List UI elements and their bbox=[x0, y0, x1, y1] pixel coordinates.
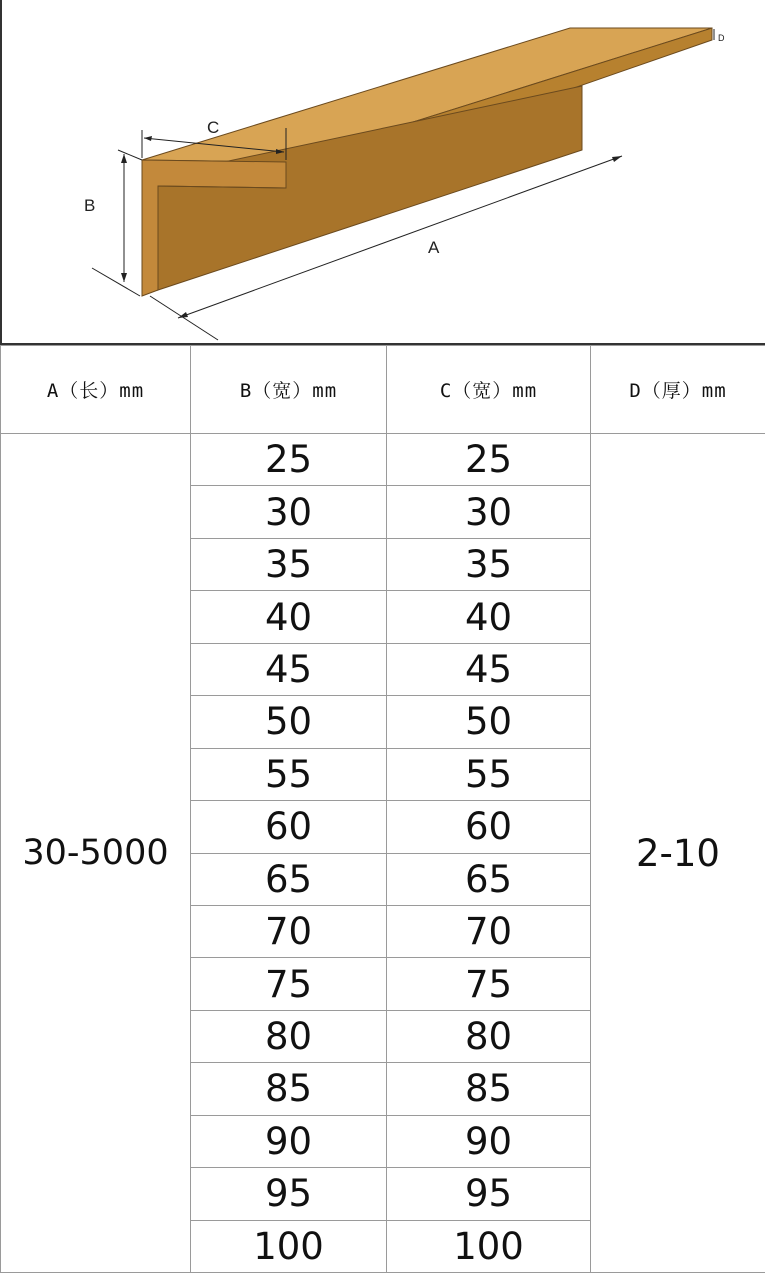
frame-left-border bbox=[0, 0, 2, 345]
dim-c-arrow-left bbox=[144, 136, 152, 141]
dim-b-arrow-bottom bbox=[121, 273, 127, 282]
width-c-cell: 70 bbox=[387, 905, 591, 957]
width-b-cell: 45 bbox=[191, 643, 387, 695]
width-c-cell: 30 bbox=[387, 486, 591, 538]
width-b-cell: 50 bbox=[191, 696, 387, 748]
width-b-cell: 65 bbox=[191, 853, 387, 905]
thickness-range-cell: 2-10 bbox=[591, 434, 765, 1273]
dim-a-arrow-right bbox=[612, 156, 622, 162]
width-c-cell: 25 bbox=[387, 434, 591, 486]
width-b-cell: 85 bbox=[191, 1063, 387, 1115]
width-c-cell: 95 bbox=[387, 1168, 591, 1220]
length-range-cell: 30-5000 bbox=[1, 434, 191, 1273]
width-b-cell: 75 bbox=[191, 958, 387, 1010]
width-c-cell: 40 bbox=[387, 591, 591, 643]
width-b-cell: 55 bbox=[191, 748, 387, 800]
header-width-c: C（宽）mm bbox=[387, 346, 591, 434]
width-b-cell: 35 bbox=[191, 538, 387, 590]
dim-c-label: C bbox=[207, 118, 220, 137]
dim-a-label: A bbox=[428, 238, 440, 257]
header-length: A（长）mm bbox=[1, 346, 191, 434]
dim-a-ext bbox=[150, 296, 218, 340]
width-b-cell: 80 bbox=[191, 1010, 387, 1062]
header-thickness: D（厚）mm bbox=[591, 346, 765, 434]
width-c-cell: 45 bbox=[387, 643, 591, 695]
width-b-cell: 70 bbox=[191, 905, 387, 957]
width-b-cell: 25 bbox=[191, 434, 387, 486]
dim-b-ext-bottom bbox=[92, 268, 140, 296]
width-c-cell: 35 bbox=[387, 538, 591, 590]
spec-header-row bbox=[1, 346, 765, 434]
spec-body bbox=[1, 434, 765, 1273]
dim-b-ext-top bbox=[118, 150, 142, 160]
width-b-cell: 90 bbox=[191, 1115, 387, 1167]
width-b-cell: 40 bbox=[191, 591, 387, 643]
dim-b-label: B bbox=[84, 196, 96, 215]
width-b-cell: 60 bbox=[191, 801, 387, 853]
width-c-cell: 85 bbox=[387, 1063, 591, 1115]
width-b-cell: 100 bbox=[191, 1220, 387, 1272]
width-b-cell: 95 bbox=[191, 1168, 387, 1220]
dim-b-arrow-top bbox=[121, 154, 127, 163]
width-c-cell: 100 bbox=[387, 1220, 591, 1272]
header-width-b: B（宽）mm bbox=[191, 346, 387, 434]
width-c-cell: 90 bbox=[387, 1115, 591, 1167]
width-c-cell: 55 bbox=[387, 748, 591, 800]
dim-d-label: D bbox=[718, 33, 725, 43]
width-b-cell: 30 bbox=[191, 486, 387, 538]
width-c-cell: 75 bbox=[387, 958, 591, 1010]
spec-table bbox=[0, 345, 765, 1273]
width-c-cell: 60 bbox=[387, 801, 591, 853]
table-row bbox=[1, 434, 765, 486]
width-c-cell: 80 bbox=[387, 1010, 591, 1062]
angle-profile-diagram bbox=[0, 0, 765, 345]
width-c-cell: 65 bbox=[387, 853, 591, 905]
width-c-cell: 50 bbox=[387, 696, 591, 748]
